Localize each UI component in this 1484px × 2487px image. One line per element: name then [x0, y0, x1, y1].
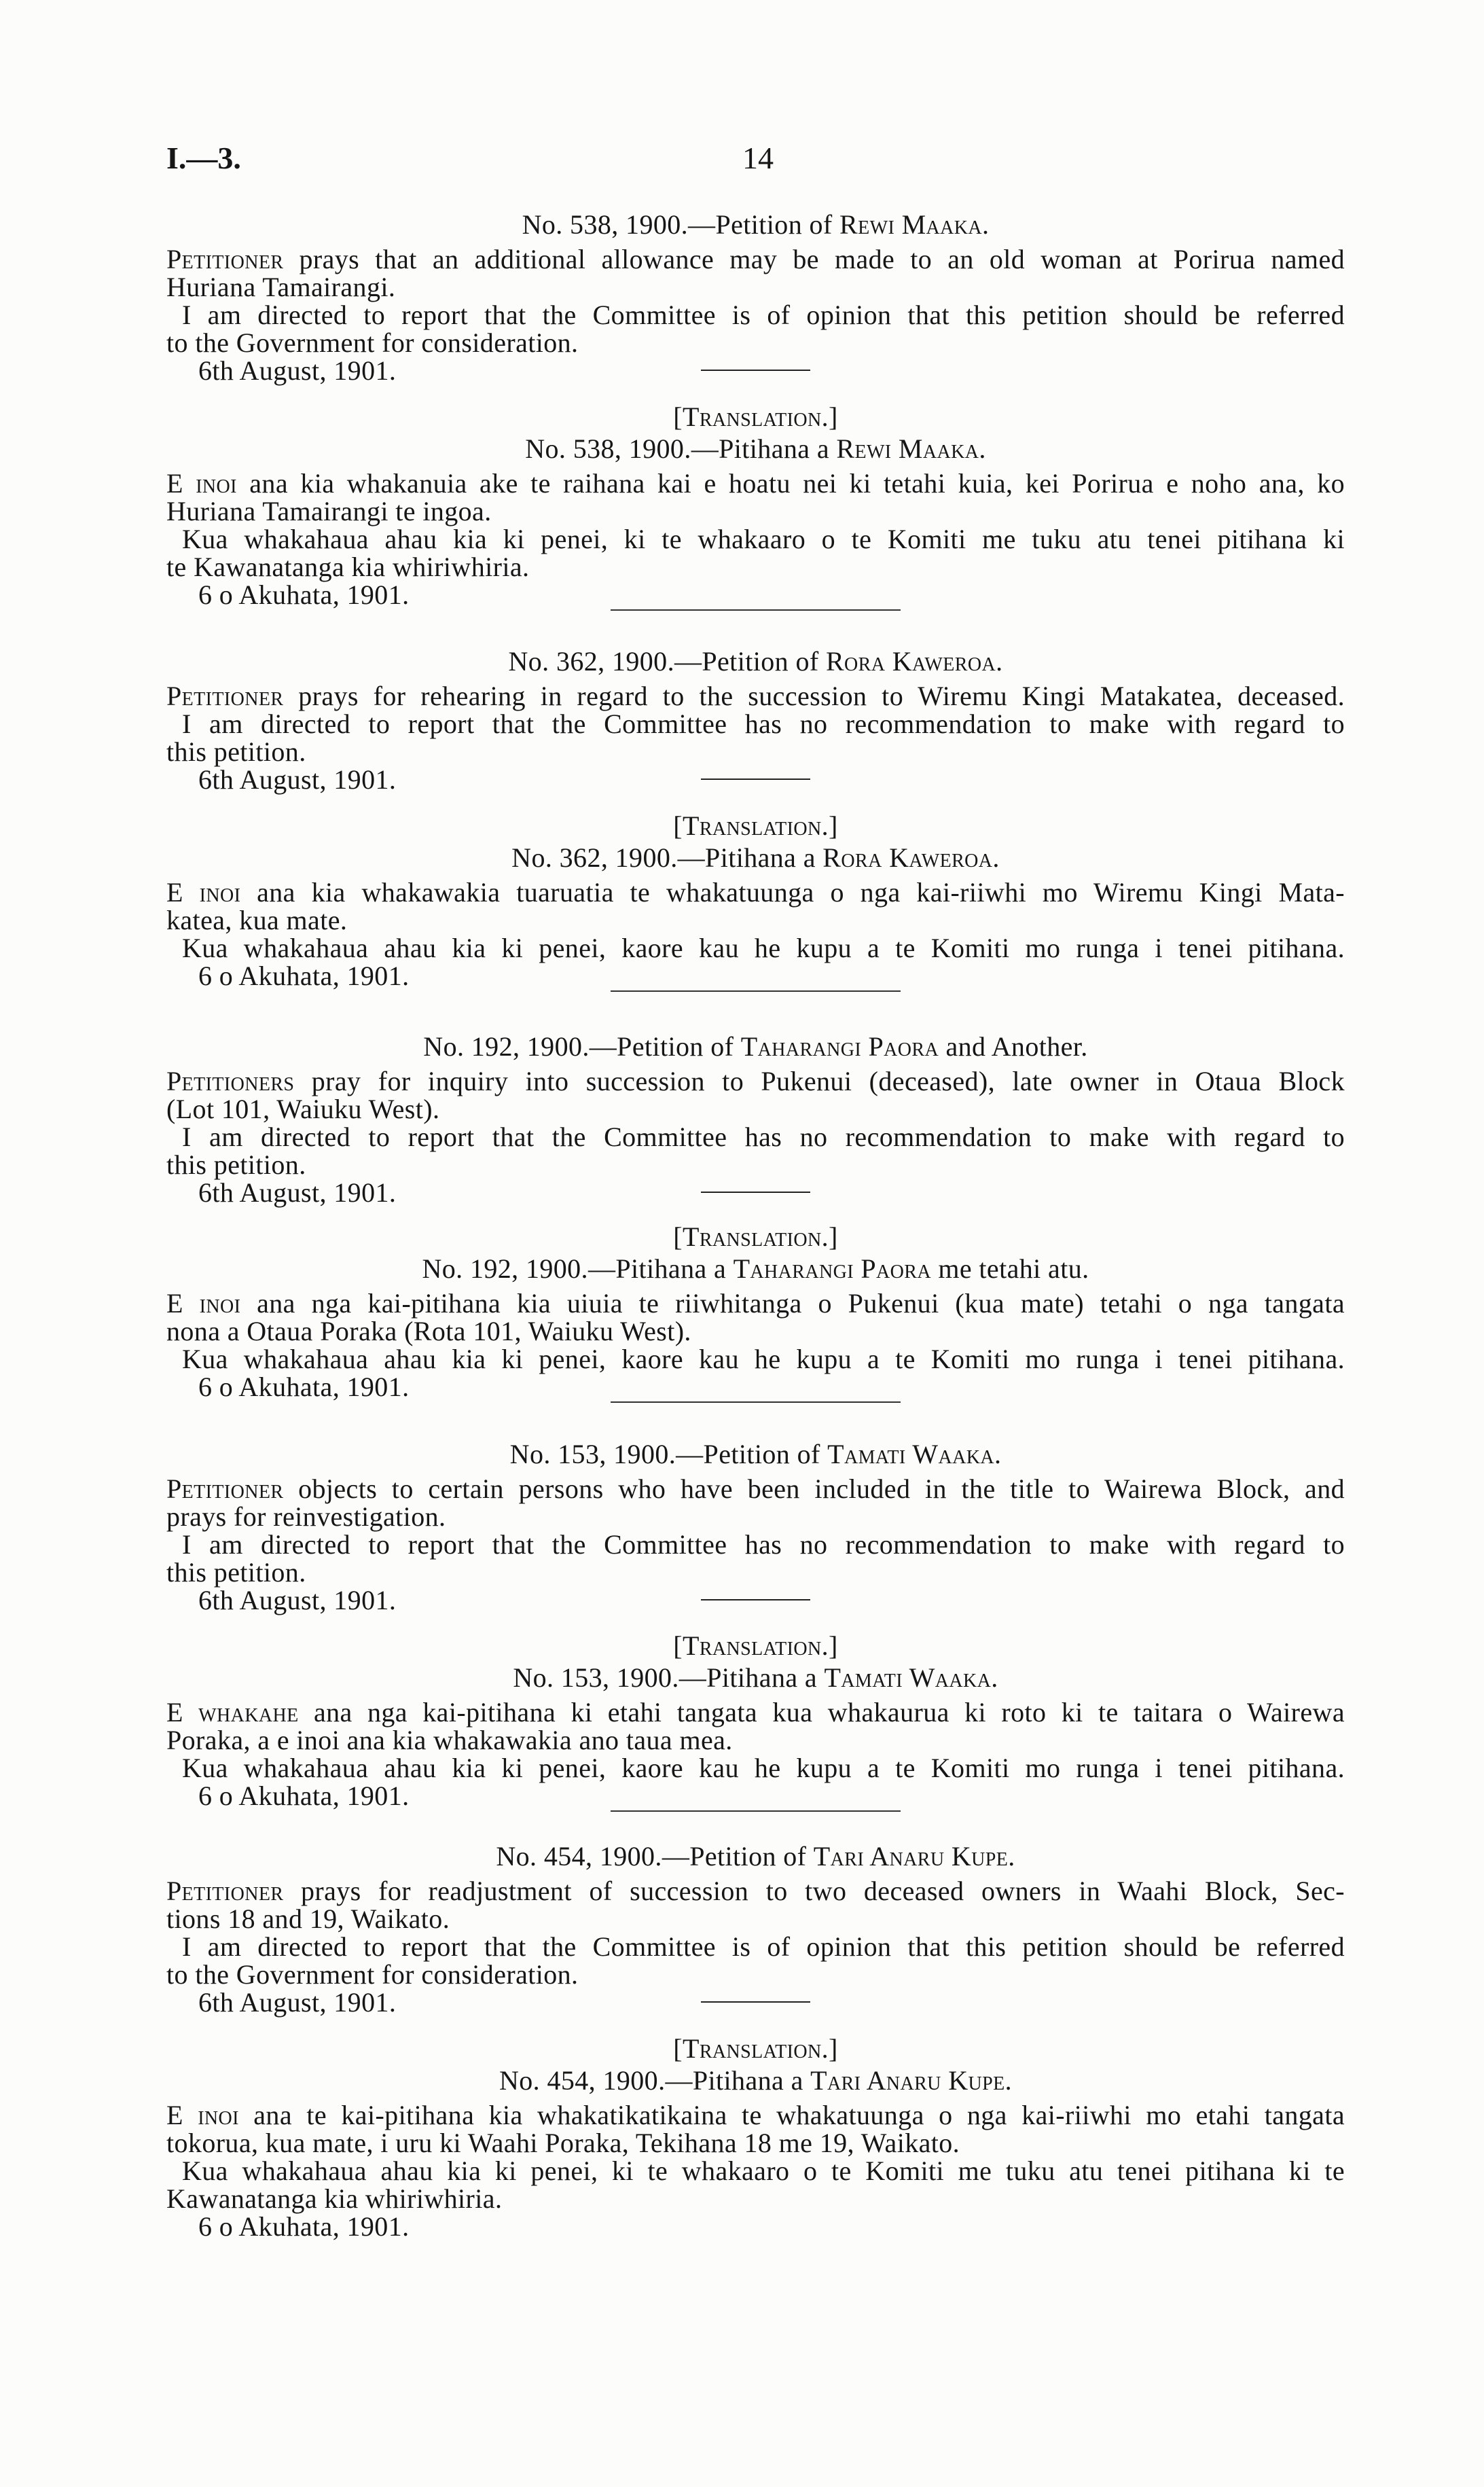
report-line: Kawanatanga kia whiriwhiria. [166, 2183, 503, 2214]
prayer-line: Huriana Tamairangi te ingoa. [166, 496, 492, 526]
petitioner-name: Tamati Waaka [824, 1662, 992, 1693]
date-line [166, 1179, 1345, 1206]
title-suffix: and Another. [939, 1031, 1088, 1062]
petition-title [166, 1440, 1345, 1468]
prayer-line [166, 682, 1345, 710]
petition-number: No. 362, 1900.—Petition of [508, 646, 826, 677]
translation-label: [Translation.] [673, 1630, 838, 1661]
petition-454-english [166, 1842, 1345, 2016]
petition-number: No. 153, 1900.—Pitihana a [513, 1662, 825, 1693]
petition-title [166, 1664, 1345, 1692]
prayer-line [166, 1289, 1345, 1317]
lead-word: Petitioner [166, 244, 284, 274]
title-suffix: . [991, 1662, 998, 1693]
petition-153-translation [166, 1632, 1345, 1810]
prayer-line [166, 245, 1345, 273]
petitioner-name: Rora Kaweroa [822, 842, 993, 873]
petition-number: No. 153, 1900.—Petition of [509, 1439, 828, 1469]
petitioner-name: Tari Anaru Kupe [813, 1841, 1009, 1872]
date-line [166, 1586, 1345, 1614]
petition-title [166, 1842, 1345, 1870]
prayer-line [166, 1877, 1345, 1905]
report-line: I am directed to report that the Committee is of opinion that this petition should be referred [182, 300, 1345, 330]
date-line [166, 1373, 1345, 1401]
petition-153-english [166, 1440, 1345, 1614]
prayer-text: ana te kai-pitihana kia whakatikatikaina te whakatuunga o nga kai-riiwhi mo etahi tangata [238, 2100, 1345, 2130]
lead-word: Petitioner [166, 681, 284, 711]
prayer-line: prays for reinvestigation. [166, 1501, 446, 1532]
petition-538-translation [166, 403, 1345, 609]
petition-title [166, 844, 1345, 872]
petitioner-name: Taharangi Paora [740, 1031, 939, 1062]
report-line: this petition. [166, 1149, 306, 1180]
page-number: 14 [742, 141, 774, 175]
prayer-text: ana kia whakanuia ake te raihana kai e hoatu nei ki tetahi kuia, kei Porirua e noho ana, ko [236, 468, 1345, 499]
title-suffix: . [994, 1439, 1002, 1469]
date-line [166, 581, 1345, 609]
report-line: Kua whakahaua ahau kia ki penei, ki te whakaaro o te Komiti me tuku atu tenei pitihana ki [182, 524, 1345, 554]
petition-number: No. 192, 1900.—Pitihana a [422, 1253, 734, 1284]
title-suffix: . [979, 433, 986, 464]
prayer-line: tokorua, kua mate, i uru ki Waahi Poraka, Tekihana 18 me 19, Waikato. [166, 2128, 960, 2158]
report-date: 6th August, 1901. [198, 764, 397, 795]
section-divider-rule [611, 609, 901, 611]
prayer-text: ana nga kai-pitihana kia uiuia te riiwhitanga o Pukenui (kua mate) tetahi o nga tangata [240, 1288, 1345, 1319]
report-date: 6th August, 1901. [198, 1585, 397, 1615]
report-date: 6th August, 1901. [198, 1177, 397, 1208]
title-suffix: . [996, 646, 1003, 677]
lead-word: Petitioners [166, 1066, 295, 1096]
lead-word: E whakahe [166, 1697, 299, 1728]
report-line: to the Government for consideration. [166, 327, 579, 358]
report-line: this petition. [166, 1557, 306, 1588]
report-line: Kua whakahaua ahau kia ki penei, kaore kau he kupu a te Komiti mo runga i tenei pitihana. [182, 933, 1345, 963]
petition-454-translation [166, 2035, 1345, 2240]
petition-title [166, 435, 1345, 463]
prayer-line: Huriana Tamairangi. [166, 272, 396, 302]
petition-192-english [166, 1033, 1345, 1206]
petitioner-name: Tamati Waaka [827, 1439, 994, 1469]
report-line: I am directed to report that the Committee is of opinion that this petition should be referred [182, 1931, 1345, 1962]
short-rule [701, 2001, 810, 2003]
report-line: Kua whakahaua ahau kia ki penei, ki te whakaaro o te Komiti me tuku atu tenei pitihana ki te [182, 2155, 1345, 2186]
prayer-text: ana kia whakawakia tuaruatia te whakatuunga o nga kai-riiwhi mo Wiremu Kingi Mata- [240, 877, 1345, 908]
date-line [166, 2213, 1345, 2240]
translation-label: [Translation.] [673, 1221, 838, 1252]
title-suffix: . [992, 842, 1000, 873]
petition-number: No. 538, 1900.—Petition of [522, 209, 840, 240]
petition-362-english [166, 647, 1345, 793]
lead-word: Petitioner [166, 1473, 284, 1504]
petitioner-name: Taharangi Paora [733, 1253, 931, 1284]
title-suffix: me tetahi atu. [930, 1253, 1089, 1284]
petition-title [166, 647, 1345, 675]
section-divider-rule [611, 990, 901, 992]
report-line: this petition. [166, 736, 306, 767]
report-date: 6 o Akuhata, 1901. [198, 2211, 410, 2242]
petition-192-translation [166, 1223, 1345, 1401]
date-line [166, 766, 1345, 793]
lead-word: E inoi [166, 2100, 239, 2130]
title-suffix: . [1008, 1841, 1015, 1872]
title-suffix: . [982, 209, 990, 240]
section-divider-rule [611, 1401, 901, 1403]
prayer-line [166, 2101, 1345, 2129]
lead-word: Petitioner [166, 1876, 284, 1906]
report-date: 6th August, 1901. [198, 1987, 397, 2018]
petition-title [166, 211, 1345, 238]
petitioner-name: Rora Kaweroa [825, 646, 996, 677]
paper-series-number: I.—3. [166, 141, 241, 175]
petition-title [166, 2066, 1345, 2094]
report-line: I am directed to report that the Committee has no recommendation to make with regard to [182, 709, 1345, 739]
lead-word: E inoi [166, 468, 237, 499]
report-date: 6 o Akuhata, 1901. [198, 1372, 410, 1402]
petition-title [166, 1255, 1345, 1283]
lead-word: E inoi [166, 877, 241, 908]
petition-362-translation [166, 812, 1345, 990]
prayer-text: objects to certain persons who have been included in the title to Wairewa Block, and [283, 1473, 1345, 1504]
translation-label: [Translation.] [673, 401, 838, 432]
prayer-text: prays that an additional allowance may be made to an old woman at Porirua named [283, 244, 1345, 274]
report-line: I am directed to report that the Committee has no recommendation to make with regard to [182, 1529, 1345, 1560]
petition-number: No. 454, 1900.—Petition of [496, 1841, 814, 1872]
petitioner-name: Rewi Maaka [839, 209, 983, 240]
prayer-text: prays for readjustment of succession to two deceased owners in Waahi Block, Sec- [283, 1876, 1345, 1906]
petition-number: No. 538, 1900.—Pitihana a [525, 433, 837, 464]
short-rule [701, 1599, 810, 1600]
report-line: I am directed to report that the Committee has no recommendation to make with regard to [182, 1122, 1345, 1152]
petition-title [166, 1033, 1345, 1060]
report-line: Kua whakahaua ahau kia ki penei, kaore kau he kupu a te Komiti mo runga i tenei pitihana. [182, 1344, 1345, 1374]
short-rule [701, 779, 810, 780]
date-line [166, 1782, 1345, 1810]
prayer-line [166, 1067, 1345, 1095]
petition-538-english [166, 211, 1345, 384]
petition-number: No. 192, 1900.—Petition of [423, 1031, 741, 1062]
date-line [166, 1988, 1345, 2016]
translation-label: [Translation.] [673, 810, 838, 841]
report-date: 6th August, 1901. [198, 355, 397, 386]
date-line [166, 357, 1345, 384]
petition-number: No. 454, 1900.—Pitihana a [499, 2065, 811, 2096]
short-rule [701, 370, 810, 371]
prayer-text: ana nga kai-pitihana ki etahi tangata kua whakaurua ki roto ki te taitara o Wairewa [298, 1697, 1345, 1728]
report-line: te Kawanatanga kia whiriwhiria. [166, 552, 530, 582]
petition-number: No. 362, 1900.—Pitihana a [511, 842, 823, 873]
prayer-line [166, 469, 1345, 497]
section-divider-rule [611, 1810, 901, 1812]
translation-label: [Translation.] [673, 2033, 838, 2064]
report-line: to the Government for consideration. [166, 1959, 579, 1990]
prayer-line [166, 878, 1345, 906]
prayer-line [166, 1698, 1345, 1726]
lead-word: E inoi [166, 1288, 241, 1319]
prayer-text: prays for rehearing in regard to the succession to Wiremu Kingi Matakatea, deceased. [283, 681, 1345, 711]
prayer-line: nona a Otaua Poraka (Rota 101, Waiuku West). [166, 1316, 691, 1346]
petitioner-name: Rewi Maaka [836, 433, 979, 464]
prayer-text: pray for inquiry into succession to Pukenui (deceased), late owner in Otaua Block [294, 1066, 1345, 1096]
report-date: 6 o Akuhata, 1901. [198, 961, 410, 991]
prayer-line: Poraka, a e inoi ana kia whakawakia ano taua mea. [166, 1725, 733, 1755]
report-date: 6 o Akuhata, 1901. [198, 1781, 410, 1811]
prayer-line: tions 18 and 19, Waikato. [166, 1903, 450, 1934]
prayer-line: (Lot 101, Waiuku West). [166, 1094, 440, 1124]
prayer-line: katea, kua mate. [166, 905, 348, 935]
short-rule [701, 1192, 810, 1193]
prayer-line [166, 1475, 1345, 1503]
title-suffix: . [1005, 2065, 1012, 2096]
report-line: Kua whakahaua ahau kia ki penei, kaore kau he kupu a te Komiti mo runga i tenei pitihana. [182, 1753, 1345, 1783]
petitioner-name: Tari Anaru Kupe [810, 2065, 1005, 2096]
report-date: 6 o Akuhata, 1901. [198, 579, 410, 610]
date-line [166, 962, 1345, 990]
